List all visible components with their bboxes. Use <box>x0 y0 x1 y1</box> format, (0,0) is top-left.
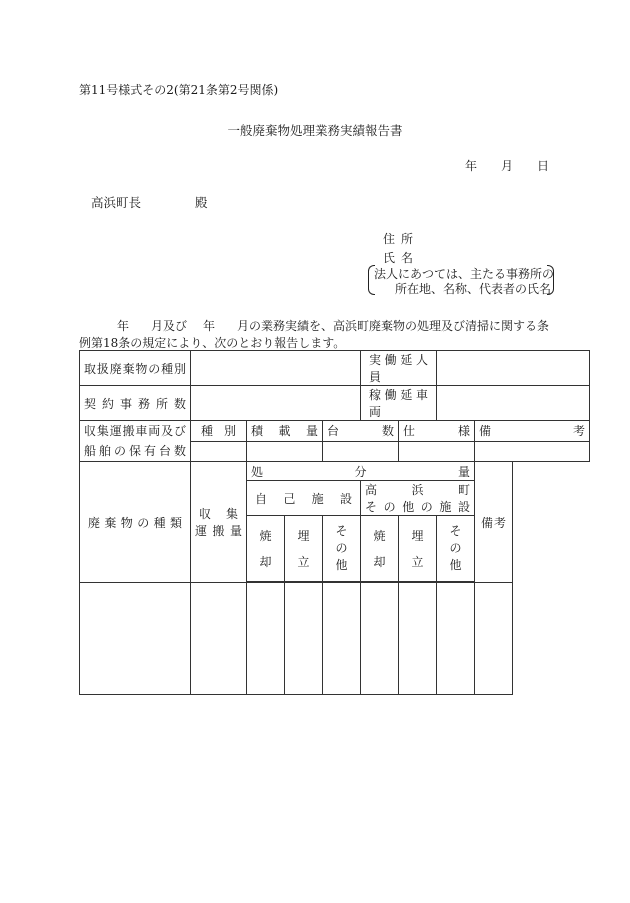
char: の <box>449 541 462 555</box>
char: 他 <box>449 558 462 572</box>
vehicles-value[interactable] <box>437 386 590 421</box>
date-year-label: 年 <box>465 159 478 173</box>
date-day-label: 日 <box>537 159 550 173</box>
remarks-header: 備考 <box>475 462 513 583</box>
table-row <box>80 386 590 421</box>
town-facility-header <box>361 481 475 516</box>
char: 立 <box>411 554 424 569</box>
table-row <box>80 462 590 481</box>
own-landfill-header <box>285 516 323 582</box>
date-month-label: 月 <box>501 159 514 173</box>
entry-own-incineration[interactable] <box>247 583 285 695</box>
char: の <box>335 541 348 555</box>
body-line2: 例第18条の規定により、次のとおり報告します。 <box>79 336 346 350</box>
entry-own-landfill[interactable] <box>285 583 323 695</box>
col-spec: 仕様 <box>399 421 475 442</box>
town-incineration-header <box>361 516 399 582</box>
waste-category-label: 取扱廃棄物の種別 <box>80 351 191 386</box>
fleet-count-value[interactable] <box>323 441 399 462</box>
entry-town-other[interactable] <box>437 583 475 695</box>
entry-collection[interactable] <box>191 583 247 695</box>
body-month-and: 月及び <box>151 319 188 333</box>
entry-town-landfill[interactable] <box>399 583 437 695</box>
form-number: 第11号様式その2(第21条第2号関係) <box>79 83 279 97</box>
char: 却 <box>259 554 272 569</box>
contract-offices-value[interactable] <box>191 386 361 421</box>
table-row <box>80 583 590 695</box>
own-facility-header: 自己施設 <box>247 481 361 516</box>
waste-type-header: 廃棄物の種類 <box>80 462 191 583</box>
body-year1: 年 <box>117 319 130 333</box>
table-row <box>80 351 590 386</box>
disposal-header: 処分量 <box>247 462 475 481</box>
fleet-type-value[interactable] <box>191 441 247 462</box>
own-other-header <box>323 516 361 582</box>
fleet-label <box>80 421 191 462</box>
char: 焼 <box>373 528 386 543</box>
char: 焼 <box>259 528 272 543</box>
char: 他 <box>335 558 348 572</box>
entry-remarks[interactable] <box>475 583 513 695</box>
col-remarks: 備考 <box>475 421 590 442</box>
entry-own-other[interactable] <box>323 583 361 695</box>
town-facility-line2: その他の施設 <box>365 500 471 514</box>
char: 埋 <box>297 528 310 543</box>
address-label: 住所 <box>383 232 420 246</box>
fleet-label-line2: 船舶の保有台数 <box>84 444 186 458</box>
body-line1-rest: 月の業務実績を、高浜町廃棄物の処理及び清掃に関する条 <box>237 319 550 333</box>
char: 埋 <box>411 528 424 543</box>
entry-town-incineration[interactable] <box>361 583 399 695</box>
collection-header <box>191 462 247 583</box>
vehicles-label: 稼働延車両 <box>361 386 437 421</box>
report-table <box>79 350 590 695</box>
addressee: 高浜町長 <box>91 195 142 210</box>
col-capacity: 積載量 <box>247 421 323 442</box>
collection-header-line2: 運搬量 <box>195 524 242 538</box>
char: そ <box>449 524 462 538</box>
table-row <box>80 421 590 442</box>
col-count: 台数 <box>323 421 399 442</box>
char: そ <box>335 524 348 538</box>
fleet-label-line1: 収集運搬車両及び <box>84 424 186 438</box>
workers-value[interactable] <box>437 351 590 386</box>
town-other-header <box>437 516 475 582</box>
town-facility-line1: 高浜町 <box>365 483 471 497</box>
fleet-spec-value[interactable] <box>399 441 475 462</box>
waste-category-value[interactable] <box>191 351 361 386</box>
char: 立 <box>297 554 310 569</box>
report-body <box>79 318 554 352</box>
entry-waste-type[interactable] <box>80 583 191 695</box>
honorific: 殿 <box>195 195 208 210</box>
corporate-note-line1: 法人にあつては、主たる事務所の <box>374 267 555 281</box>
own-incineration-header <box>247 516 285 582</box>
town-landfill-header <box>399 516 437 582</box>
document-title: 一般廃棄物処理業務実績報告書 <box>227 123 403 138</box>
body-year2: 年 <box>203 319 216 333</box>
char: 却 <box>373 554 386 569</box>
workers-label: 実働延人員 <box>361 351 437 386</box>
collection-header-line1: 収集 <box>199 507 238 521</box>
corporate-note <box>368 265 554 295</box>
fleet-remarks-value[interactable] <box>475 441 590 462</box>
fleet-capacity-value[interactable] <box>247 441 323 462</box>
contract-offices-label: 契約事務所数 <box>80 386 191 421</box>
name-label: 氏名 <box>383 251 420 265</box>
col-type: 種別 <box>191 421 247 442</box>
corporate-note-line2: 所在地、名称、代表者の氏名 <box>395 282 552 296</box>
